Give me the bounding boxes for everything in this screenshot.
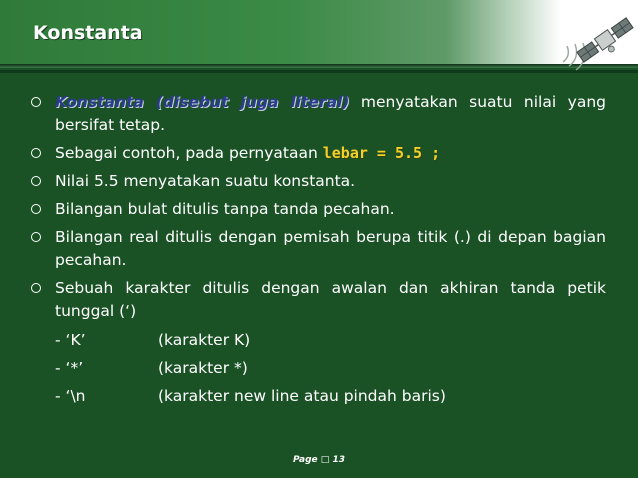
slide-title: Konstanta	[33, 22, 143, 44]
page-icon: □	[320, 455, 330, 465]
page-label: Page	[293, 455, 321, 465]
list-item	[31, 226, 606, 272]
emphasized-term: Konstanta (disebut juga literal)	[55, 93, 350, 111]
bullet-text: Sebuah karakter ditulis dengan awalan dan akhiran tanda petik tunggal (‘)	[55, 279, 606, 320]
list-item	[31, 142, 606, 165]
example-char: - ‘\n	[55, 387, 86, 405]
bullet-text: Bilangan bulat ditulis tanpa tanda pecahan.	[55, 200, 395, 218]
example-row	[31, 382, 606, 410]
example-row	[31, 326, 606, 354]
bullet-text: menyatakan suatu nilai yang bersifat tetap.	[55, 93, 606, 134]
list-item	[31, 170, 606, 193]
list-item	[31, 91, 606, 137]
example-char: - ‘*’	[55, 359, 84, 377]
page-number: 13	[332, 455, 345, 465]
code-snippet: lebar = 5.5 ;	[322, 144, 441, 162]
slide-content	[31, 91, 606, 410]
example-row	[31, 354, 606, 382]
bullet-text: Sebagai contoh, pada pernyataan	[55, 144, 323, 162]
example-desc: (karakter new line atau pindah baris)	[158, 387, 446, 405]
bullet-text: Nilai 5.5 menyatakan suatu konstanta.	[55, 172, 356, 190]
header-divider	[0, 64, 638, 68]
satellite-icon	[545, 4, 637, 76]
header-divider-secondary	[0, 70, 638, 73]
page-footer	[0, 455, 638, 465]
list-item	[31, 277, 606, 323]
example-char: - ‘K’	[55, 331, 86, 349]
list-item	[31, 198, 606, 221]
bullet-text: Bilangan real ditulis dengan pemisah berupa titik (.) di depan bagian pecahan.	[55, 228, 606, 269]
example-desc: (karakter *)	[158, 359, 248, 377]
example-desc: (karakter K)	[158, 331, 251, 349]
